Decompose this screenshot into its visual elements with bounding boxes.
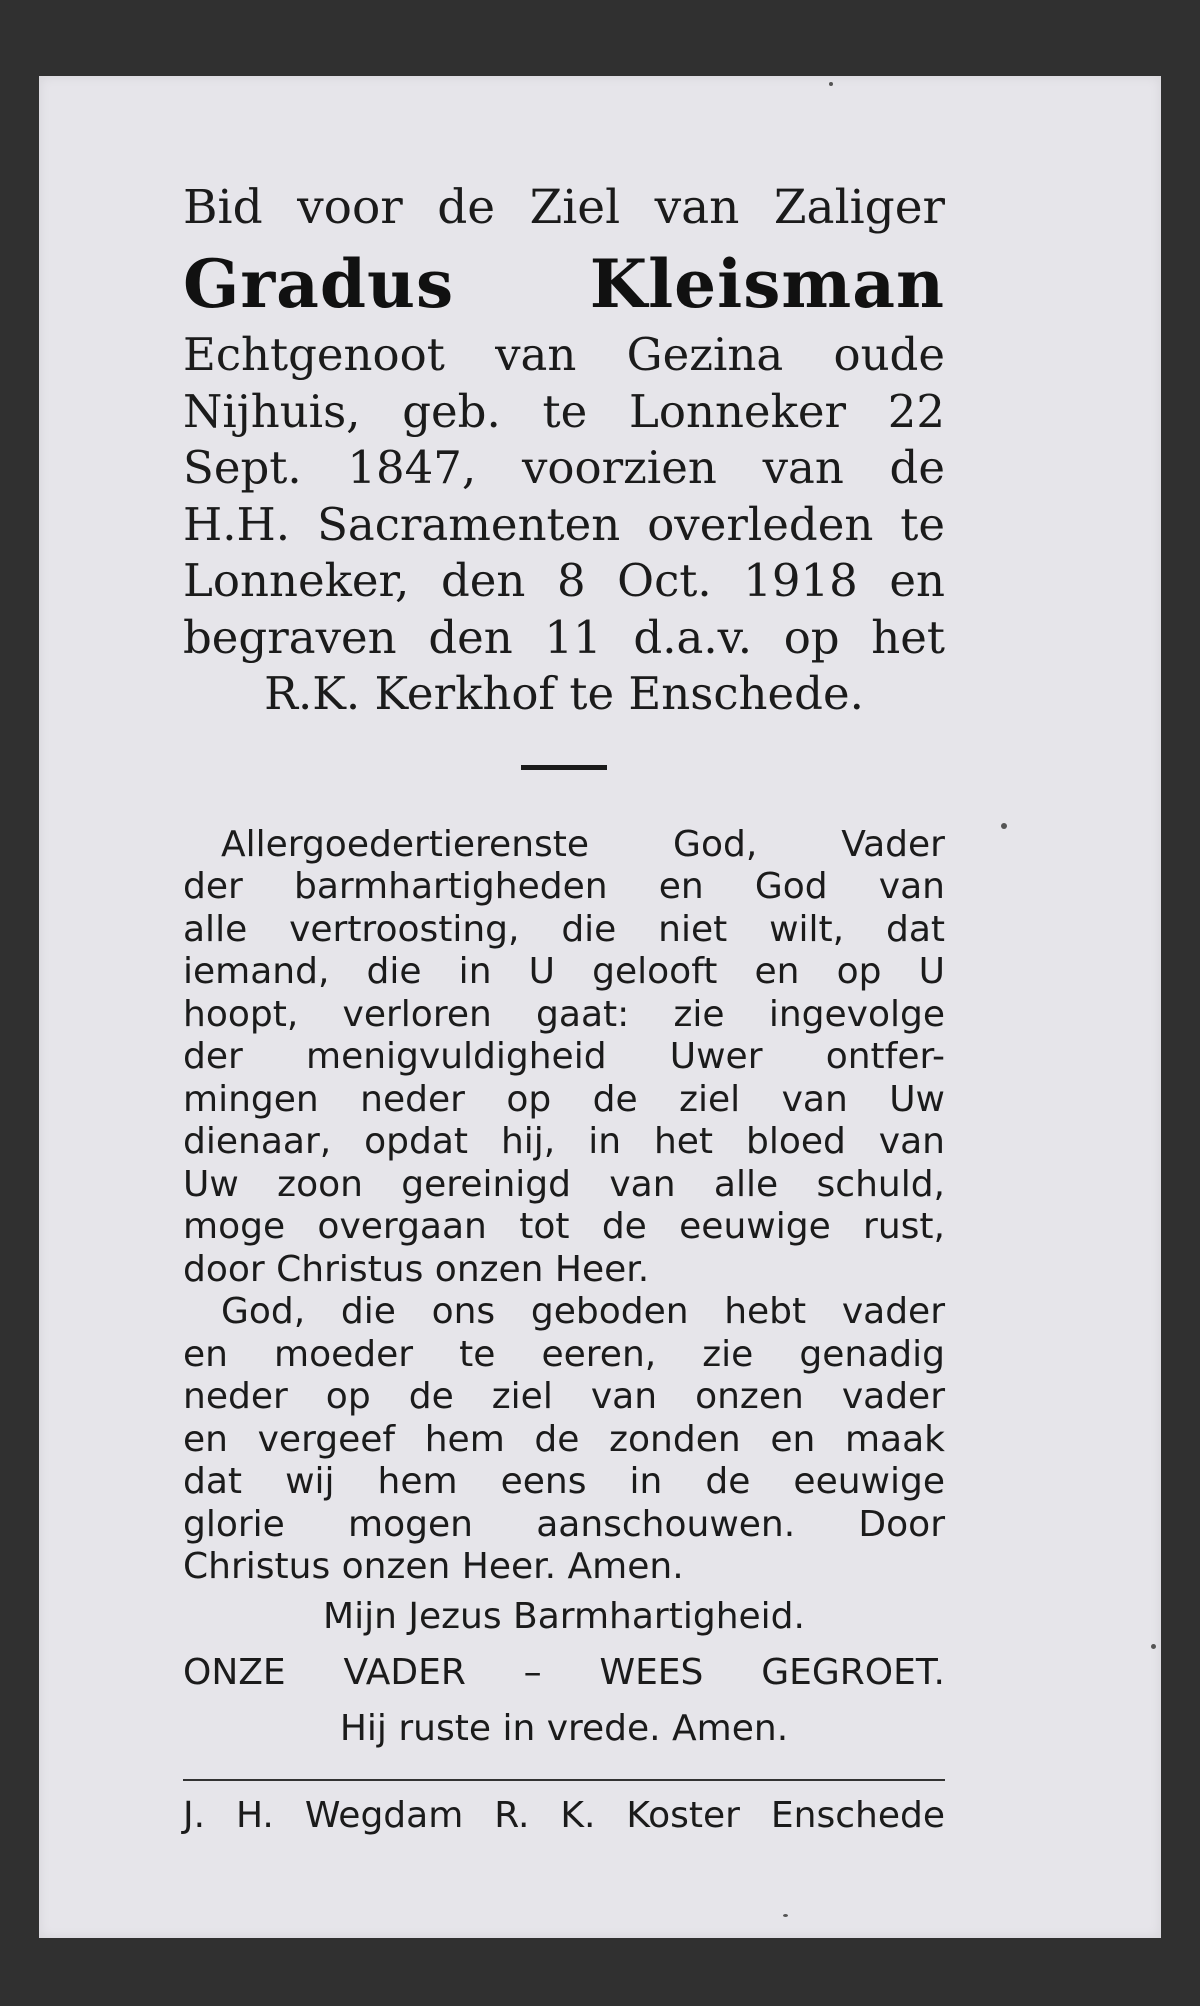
biography-line: Sept. 1847, voorzien van de — [183, 441, 945, 494]
biography-line: H.H. Sacramenten overleden te — [183, 497, 945, 551]
speck — [783, 1914, 788, 1917]
prayer-line: Uw zoon gereinigd van alle schuld, — [183, 1163, 945, 1205]
speck — [1151, 1644, 1156, 1649]
printer-credit: J. H. Wegdam R. K. Koster Enschede — [183, 1794, 945, 1836]
prayer-line: neder op de ziel van onzen vader — [183, 1376, 945, 1417]
prayer-line: iemand, die in U gelooft en op U — [183, 951, 945, 992]
prayer-line: Allergoedertierenste God, Vader — [221, 823, 945, 865]
prayer-text — [183, 824, 945, 1589]
biography — [183, 327, 945, 723]
footer-rule — [183, 1779, 945, 1781]
prayer-line: moge overgaan tot de eeuwige rust, — [183, 1206, 945, 1247]
prayer-line: alle vertroosting, die niet wilt, dat — [183, 908, 945, 950]
prayers-line: ONZE VADER – WEES GEGROET. — [183, 1651, 945, 1693]
prayer-line: Christus onzen Heer. Amen. — [183, 1546, 684, 1587]
biography-line: R.K. Kerkhof te Enschede. — [264, 667, 864, 720]
intro-line: Bid voor de Ziel van Zaliger — [183, 180, 945, 235]
divider-line — [521, 765, 607, 770]
closing-block — [183, 1589, 945, 1757]
deceased-name: Gradus Kleisman — [183, 245, 945, 323]
prayer-line: dat wij hem eens in de eeuwige — [183, 1461, 945, 1502]
invocation-line: Mijn Jezus Barmhartigheid. — [323, 1595, 805, 1637]
biography-line: Nijhuis, geb. te Lonneker 22 — [183, 384, 945, 438]
biography-line: Lonneker, den 8 Oct. 1918 en — [183, 554, 945, 607]
prayer-line: God, die ons geboden hebt vader — [221, 1291, 945, 1332]
prayer-line: hoopt, verloren gaat: zie ingevolge — [183, 993, 945, 1035]
speck — [1001, 823, 1007, 829]
prayer-line: dienaar, opdat hij, in het bloed van — [183, 1121, 945, 1162]
biography-line: Echtgenoot van Gezina oude — [183, 328, 945, 381]
prayer-line: en vergeef hem de zonden en maak — [183, 1418, 945, 1460]
prayer-line: glorie mogen aanschouwen. Door — [183, 1503, 945, 1545]
prayer-line: mingen neder op de ziel van Uw — [183, 1078, 945, 1120]
speck — [829, 82, 833, 86]
prayer-line: en moeder te eeren, zie genadig — [183, 1333, 945, 1375]
card-text — [183, 175, 945, 1841]
prayer-line: der menigvuldigheid Uwer ontfer- — [183, 1036, 945, 1077]
prayer-line: der barmhartigheden en God van — [183, 866, 945, 907]
biography-line: begraven den 11 d.a.v. op het — [183, 610, 945, 664]
prayer-line: door Christus onzen Heer. — [183, 1248, 650, 1290]
rest-line: Hij ruste in vrede. Amen. — [339, 1707, 789, 1749]
